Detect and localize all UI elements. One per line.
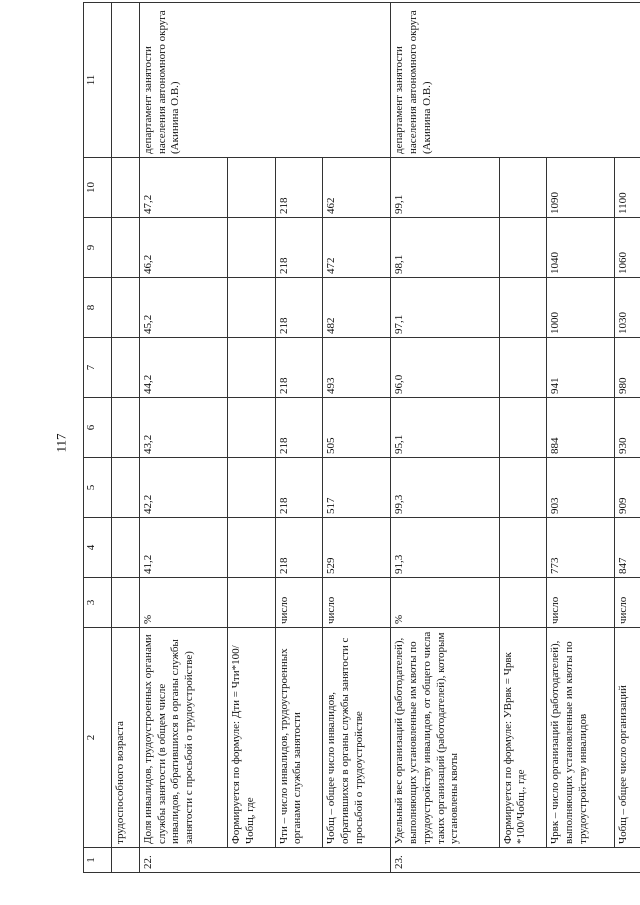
cell bbox=[111, 158, 139, 218]
value-cell: 218 bbox=[275, 218, 323, 278]
responsible-cell bbox=[227, 3, 275, 158]
col-header: 1 bbox=[84, 848, 112, 873]
value-cell: 1040 bbox=[547, 218, 615, 278]
value-cell: 218 bbox=[275, 518, 323, 578]
value-cell: 96,0 bbox=[391, 338, 499, 398]
table-body bbox=[139, 3, 640, 873]
value-cell: 218 bbox=[275, 278, 323, 338]
value-cell bbox=[227, 398, 275, 458]
value-cell bbox=[499, 458, 547, 518]
rotated-table-container bbox=[83, 3, 640, 873]
table-row bbox=[227, 3, 275, 873]
cell bbox=[111, 278, 139, 338]
unit-cell: число bbox=[323, 578, 391, 628]
unit-cell bbox=[499, 578, 547, 628]
value-cell: 1100 bbox=[615, 158, 640, 218]
col-header: 10 bbox=[84, 158, 112, 218]
unit-cell: число bbox=[615, 578, 640, 628]
row-number: 22. bbox=[139, 848, 227, 873]
value-cell: 41,2 bbox=[139, 518, 227, 578]
indicators-table bbox=[83, 2, 640, 873]
indicator-description: Формируется по формуле: УВрвк = Чрвк *100/Чобщ., где bbox=[499, 628, 547, 848]
table-row bbox=[323, 3, 391, 873]
value-cell: 529 bbox=[323, 518, 391, 578]
col-header: 5 bbox=[84, 458, 112, 518]
row-number bbox=[227, 848, 275, 873]
indicator-description: Доля инвалидов, трудоустроенных органами службы занятости (в общем числе инвалидов, обратившихся в органы службы занятости с просьбой о трудоустройстве) bbox=[139, 628, 227, 848]
value-cell: 44,2 bbox=[139, 338, 227, 398]
row-number bbox=[275, 848, 323, 873]
value-cell: 1030 bbox=[615, 278, 640, 338]
unit-cell: % bbox=[139, 578, 227, 628]
value-cell bbox=[227, 158, 275, 218]
table-row bbox=[547, 3, 615, 873]
value-cell bbox=[499, 398, 547, 458]
value-cell: 482 bbox=[323, 278, 391, 338]
value-cell: 99,3 bbox=[391, 458, 499, 518]
value-cell bbox=[499, 218, 547, 278]
value-cell: 903 bbox=[547, 458, 615, 518]
col-header: 11 bbox=[84, 3, 112, 158]
value-cell: 909 bbox=[615, 458, 640, 518]
value-cell: 847 bbox=[615, 518, 640, 578]
value-cell: 1000 bbox=[547, 278, 615, 338]
value-cell bbox=[499, 518, 547, 578]
indicator-description: Чти – число инвалидов, трудоустроенных органами службы занятости bbox=[275, 628, 323, 848]
indicator-description: Чобщ – общее число инвалидов, обратившихся в органы службы занятости с просьбой о трудоустройстве bbox=[323, 628, 391, 848]
indicator-description: Формируется по формуле: Дти = Чти*100/Чобщ, где bbox=[227, 628, 275, 848]
responsible-cell bbox=[499, 3, 547, 158]
cell bbox=[111, 3, 139, 158]
responsible-cell bbox=[547, 3, 615, 158]
value-cell: 218 bbox=[275, 458, 323, 518]
row-number bbox=[499, 848, 547, 873]
cell bbox=[111, 398, 139, 458]
value-cell: 42,2 bbox=[139, 458, 227, 518]
value-cell: 98,1 bbox=[391, 218, 499, 278]
value-cell: 97,1 bbox=[391, 278, 499, 338]
col-header: 2 bbox=[84, 628, 112, 848]
value-cell: 517 bbox=[323, 458, 391, 518]
responsible-cell: департамент занятости населения автономного округа (Акинина О.В.) bbox=[391, 3, 499, 158]
col-header: 6 bbox=[84, 398, 112, 458]
value-cell: 773 bbox=[547, 518, 615, 578]
row-number bbox=[547, 848, 615, 873]
responsible-cell: департамент занятости населения автономного округа (Акинина О.В.) bbox=[139, 3, 227, 158]
row-number: 23. bbox=[391, 848, 499, 873]
continuation-row bbox=[111, 3, 139, 873]
col-header: 8 bbox=[84, 278, 112, 338]
col-header: 3 bbox=[84, 578, 112, 628]
value-cell: 46,2 bbox=[139, 218, 227, 278]
value-cell bbox=[227, 458, 275, 518]
cell bbox=[111, 848, 139, 873]
col-header: 7 bbox=[84, 338, 112, 398]
table-row bbox=[275, 3, 323, 873]
value-cell bbox=[499, 278, 547, 338]
responsible-cell bbox=[323, 3, 391, 158]
unit-cell: % bbox=[391, 578, 499, 628]
value-cell: 47,2 bbox=[139, 158, 227, 218]
page-number: 117 bbox=[53, 433, 69, 453]
cell bbox=[111, 218, 139, 278]
value-cell bbox=[227, 218, 275, 278]
value-cell: 218 bbox=[275, 398, 323, 458]
table-row bbox=[615, 3, 640, 873]
value-cell: 1090 bbox=[547, 158, 615, 218]
value-cell: 43,2 bbox=[139, 398, 227, 458]
value-cell bbox=[499, 158, 547, 218]
indicator-description: Чрвк – число организаций (работодателей), выполняющих установленные им квоты по трудоустройству инвалидов bbox=[547, 628, 615, 848]
value-cell: 99,1 bbox=[391, 158, 499, 218]
row-number bbox=[323, 848, 391, 873]
continuation-text: трудоспособного возраста bbox=[111, 628, 139, 848]
column-number-row bbox=[84, 3, 112, 873]
value-cell: 472 bbox=[323, 218, 391, 278]
value-cell: 1060 bbox=[615, 218, 640, 278]
cell bbox=[111, 338, 139, 398]
cell bbox=[111, 578, 139, 628]
value-cell bbox=[227, 278, 275, 338]
value-cell bbox=[227, 338, 275, 398]
row-number bbox=[615, 848, 640, 873]
value-cell: 941 bbox=[547, 338, 615, 398]
table-row bbox=[499, 3, 547, 873]
value-cell: 505 bbox=[323, 398, 391, 458]
value-cell: 462 bbox=[323, 158, 391, 218]
table-row bbox=[139, 3, 227, 873]
cell bbox=[111, 518, 139, 578]
value-cell: 218 bbox=[275, 158, 323, 218]
value-cell: 930 bbox=[615, 398, 640, 458]
responsible-cell bbox=[615, 3, 640, 158]
responsible-cell bbox=[275, 3, 323, 158]
value-cell: 980 bbox=[615, 338, 640, 398]
value-cell bbox=[227, 518, 275, 578]
value-cell: 95,1 bbox=[391, 398, 499, 458]
value-cell: 493 bbox=[323, 338, 391, 398]
unit-cell bbox=[227, 578, 275, 628]
value-cell: 91,3 bbox=[391, 518, 499, 578]
col-header: 9 bbox=[84, 218, 112, 278]
value-cell: 884 bbox=[547, 398, 615, 458]
unit-cell: число bbox=[547, 578, 615, 628]
cell bbox=[111, 458, 139, 518]
value-cell: 45,2 bbox=[139, 278, 227, 338]
indicator-description: Чобщ – общее число организаций bbox=[615, 628, 640, 848]
table-row bbox=[391, 3, 499, 873]
unit-cell: число bbox=[275, 578, 323, 628]
col-header: 4 bbox=[84, 518, 112, 578]
value-cell: 218 bbox=[275, 338, 323, 398]
indicator-description: Удельный вес организаций (работодателей), выполняющих установленные им квоты по трудоустройству инвалидов, от общего числа таких организаций (работодателей), которым установлены квоты bbox=[391, 628, 499, 848]
value-cell bbox=[499, 338, 547, 398]
